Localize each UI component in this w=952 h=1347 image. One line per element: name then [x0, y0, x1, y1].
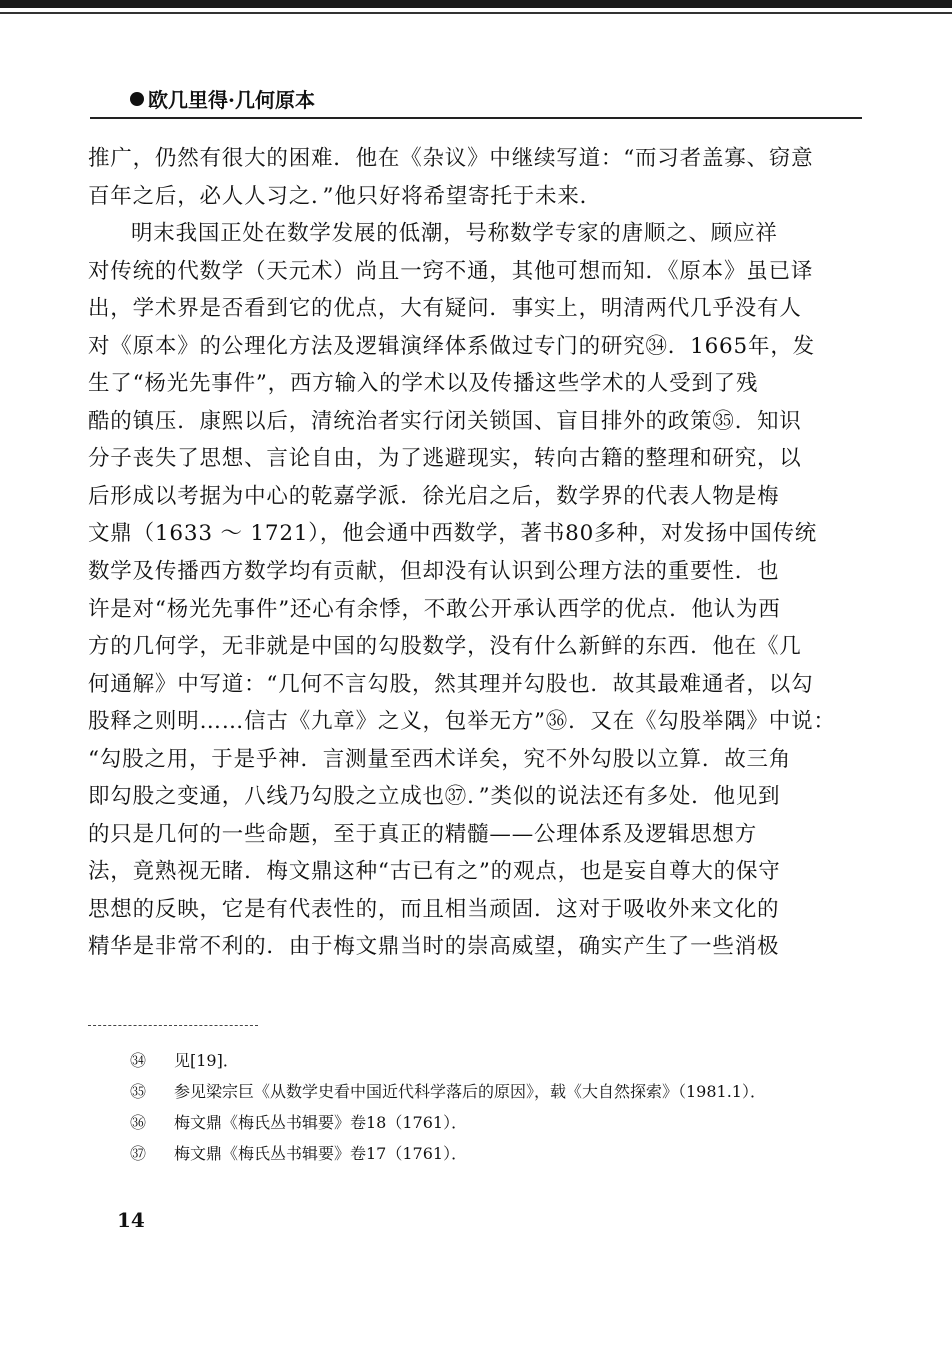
- footnote-mark: ㊱: [130, 1113, 147, 1132]
- top-border-thin: [0, 12, 952, 14]
- footnote-mark: ㊲: [130, 1144, 147, 1163]
- footnotes: [130, 1048, 870, 1172]
- footnote-text: 梅文鼎《梅氏丛书辑要》卷18（1761）．: [174, 1113, 468, 1132]
- text-line: “勾股之用，于是乎神．言测量至西术详矣，究不外勾股以立算．故三角: [88, 746, 792, 772]
- top-border: [0, 0, 952, 8]
- text-line: 法，竟熟视无睹．梅文鼎这种“古已有之”的观点，也是妄自尊大的保守: [88, 859, 781, 885]
- text-line: 对传统的代数学（天元术）尚且一窍不通，其他可想而知．《原本》虽已译: [88, 258, 814, 284]
- page-number: 14: [117, 1208, 145, 1232]
- footnote-mark: ㉟: [130, 1082, 147, 1101]
- text-line: 许是对“杨光先事件”还心有余悸，不敢公开承认西学的优点．他认为西: [88, 596, 781, 622]
- footnote-text: 见[19]．: [174, 1051, 239, 1070]
- running-title: 欧几里得·几何原本: [148, 88, 315, 112]
- body-text: [88, 140, 862, 966]
- text-line: 出，学术界是否看到它的优点，大有疑问．事实上，明清两代几乎没有人: [88, 296, 802, 322]
- text-line: 数学及传播西方数学均有贡献，但却没有认识到公理方法的重要性．也: [88, 559, 780, 585]
- text-line: 精华是非常不利的．由于梅文鼎当时的崇高威望，确实产生了一些消极: [88, 934, 780, 960]
- text-line: 思想的反映，它是有代表性的，而且相当顽固．这对于吸收外来文化的: [88, 896, 780, 922]
- text-line: 百年之后，必人人习之．”他只好将希望寄托于未来．: [88, 183, 602, 209]
- footnote: [130, 1079, 870, 1105]
- text-line: 何通解》中写道：“几何不言勾股，然其理并勾股也．故其最难通者，以勾: [88, 671, 814, 697]
- header-rule: [90, 117, 862, 119]
- footnote: [130, 1110, 870, 1136]
- text-line: 明末我国正处在数学发展的低潮，号称数学专家的唐顺之、顾应祥: [131, 221, 778, 247]
- text-line: 方的几何学，无非就是中国的勾股数学，没有什么新鲜的东西．他在《几: [88, 634, 802, 660]
- running-header: [130, 84, 315, 113]
- text-line: 文鼎（1633 ～ 1721），他会通中西数学，著书80多种，对发扬中国传统: [88, 521, 818, 547]
- text-line: 生了“杨光先事件”，西方输入的学术以及传播这些学术的人受到了残: [88, 371, 759, 397]
- bullet-icon: [130, 92, 144, 106]
- text-line: 的只是几何的一些命题，至于真正的精髓——公理体系及逻辑思想方: [88, 821, 758, 847]
- footnote-text: 梅文鼎《梅氏丛书辑要》卷17（1761）．: [174, 1144, 468, 1163]
- text-line: 股释之则明……信古《九章》之义，包举无方”㊱．又在《勾股举隅》中说：: [88, 709, 836, 735]
- text-line: 分子丧失了思想、言论自由，为了逃避现实，转向古籍的整理和研究，以: [88, 446, 802, 472]
- text-line: 对《原本》的公理化方法及逻辑演绎体系做过专门的研究㉞．1665年，发: [88, 333, 815, 359]
- text-line: 酷的镇压．康熙以后，清统治者实行闭关锁国、盲目排外的政策㉟．知识: [88, 408, 802, 434]
- text-line: 即勾股之变通，八线乃勾股之立成也㊲．”类似的说法还有多处．他见到: [88, 784, 781, 810]
- footnote: [130, 1048, 870, 1074]
- footnote-mark: ㉞: [130, 1051, 147, 1070]
- footnote: [130, 1141, 870, 1167]
- footnote-separator: [88, 1025, 258, 1026]
- footnote-text: 参见梁宗巨《从数学史看中国近代科学落后的原因》，载《大自然探索》（1981.1）．: [174, 1082, 766, 1101]
- text-line: 后形成以考据为中心的乾嘉学派．徐光启之后，数学界的代表人物是梅: [88, 483, 780, 509]
- text-line: 推广，仍然有很大的困难．他在《杂议》中继续写道：“而习者盖寡、窃意: [88, 146, 814, 171]
